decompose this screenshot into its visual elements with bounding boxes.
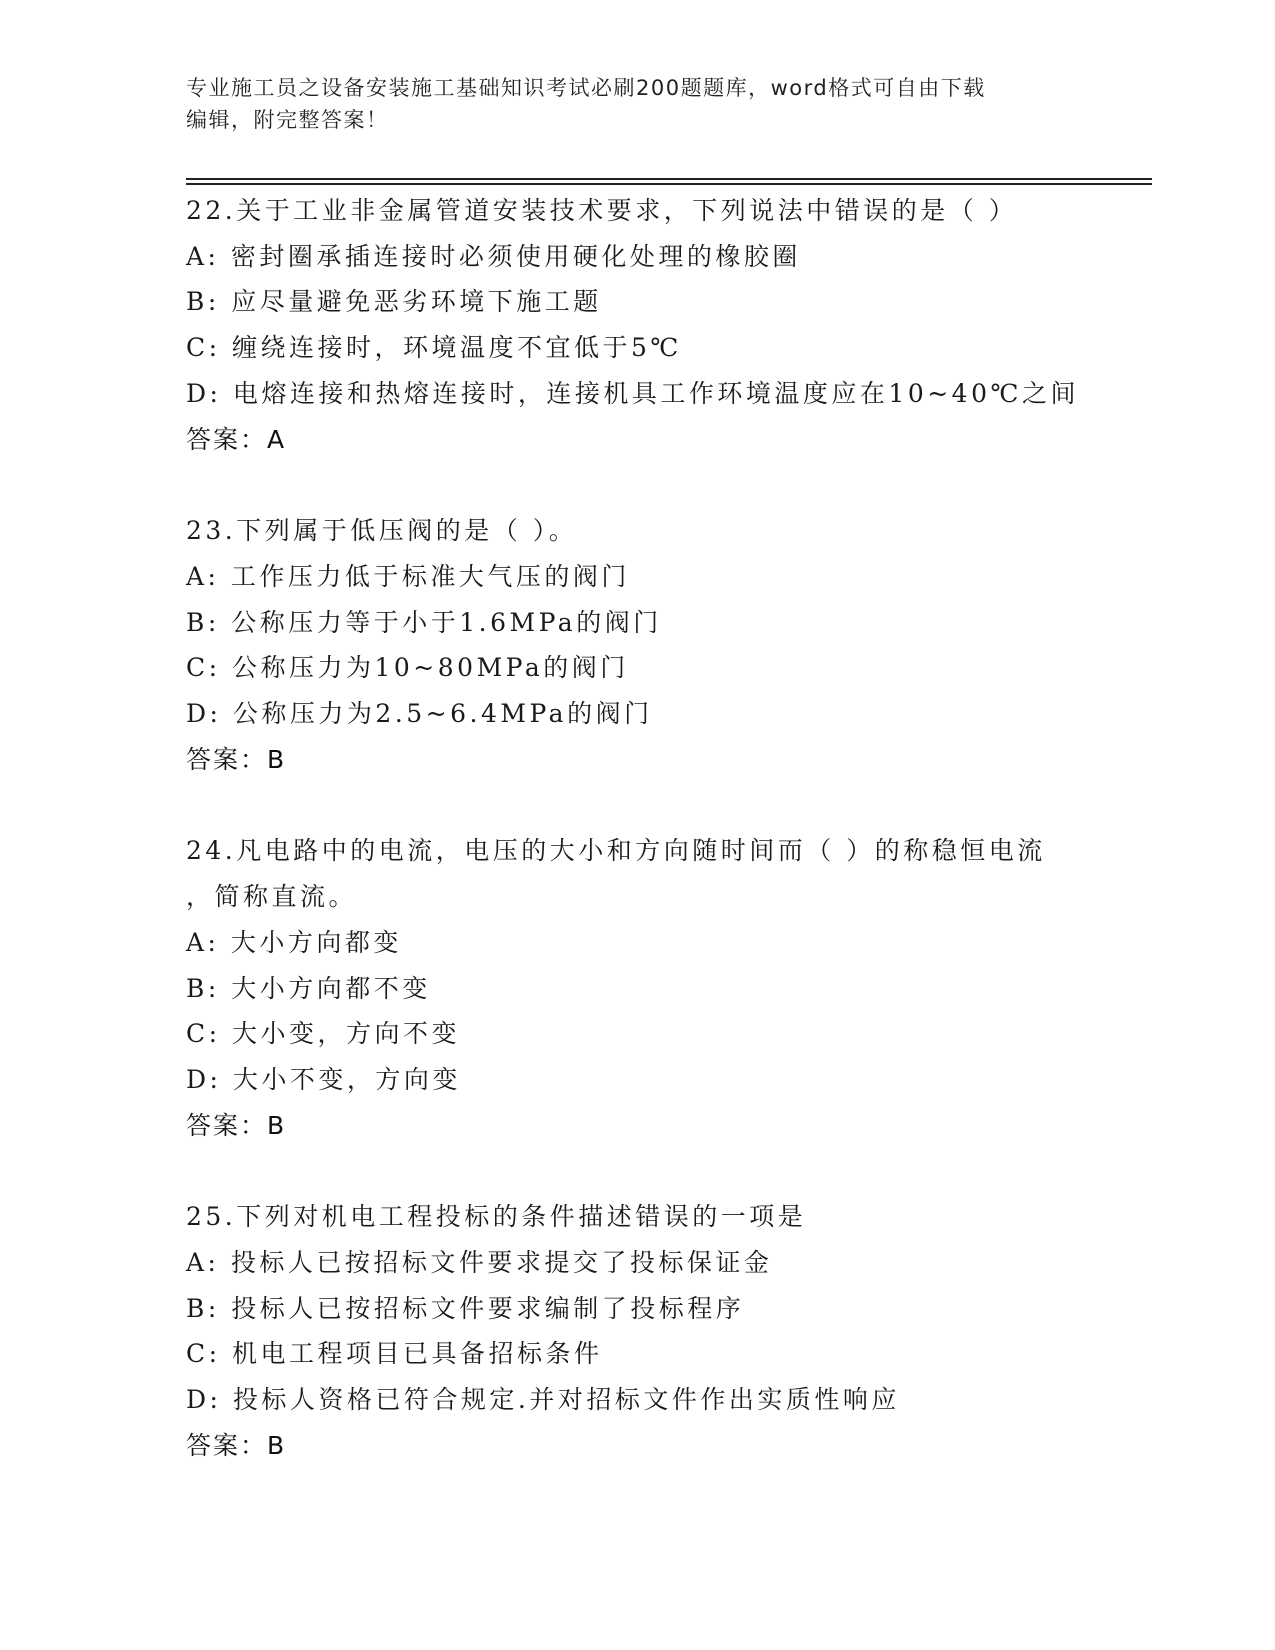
- question-option: C: 大小变，方向不变: [186, 1019, 460, 1049]
- question-list: [186, 188, 1086, 1515]
- header-divider-bottom: [186, 183, 1152, 185]
- question-option: B: 公称压力等于小于1.6MPa的阀门: [186, 607, 662, 637]
- question-option: D: 电熔连接和热熔连接时，连接机具工作环境温度应在10~40℃之间: [186, 378, 1079, 408]
- question-block: [186, 828, 1086, 1148]
- document-header: [186, 72, 1066, 136]
- question-stem: ，简称直流。: [186, 882, 358, 912]
- question-option: B: 大小方向都不变: [186, 973, 431, 1003]
- question-option: A: 投标人已按招标文件要求提交了投标保证金: [186, 1248, 773, 1278]
- question-option: D: 大小不变，方向变: [186, 1064, 461, 1094]
- header-line-2: 编辑，附完整答案！: [186, 108, 389, 132]
- question-stem: 23.下列属于低压阀的是（ ）。: [186, 516, 578, 546]
- question-option: C: 公称压力为10~80MPa的阀门: [186, 653, 629, 683]
- question-answer: 答案：B: [186, 744, 287, 774]
- question-option: A: 工作压力低于标准大气压的阀门: [186, 561, 630, 591]
- question-answer: 答案：B: [186, 1110, 287, 1140]
- question-stem: 24.凡电路中的电流，电压的大小和方向随时间而（ ）的称稳恒电流: [186, 836, 1046, 866]
- question-option: D: 投标人资格已符合规定.并对招标文件作出实质性响应: [186, 1385, 900, 1415]
- question-option: B: 应尽量避免恶劣环境下施工题: [186, 287, 602, 317]
- question-stem: 25.下列对机电工程投标的条件描述错误的一项是: [186, 1202, 807, 1232]
- header-divider-top: [186, 178, 1152, 180]
- question-block: [186, 188, 1086, 462]
- header-line-1: 专业施工员之设备安装施工基础知识考试必刷200题题库，word格式可自由下载: [186, 76, 986, 100]
- question-option: A: 密封圈承插连接时必须使用硬化处理的橡胶圈: [186, 241, 801, 271]
- question-option: C: 机电工程项目已具备招标条件: [186, 1339, 603, 1369]
- question-option: D: 公称压力为2.5~6.4MPa的阀门: [186, 699, 653, 729]
- question-block: [186, 1194, 1086, 1468]
- question-option: A: 大小方向都变: [186, 927, 402, 957]
- question-option: C: 缠绕连接时，环境温度不宜低于5℃: [186, 333, 682, 363]
- question-stem: 22.关于工业非金属管道安装技术要求，下列说法中错误的是（ ）: [186, 196, 1018, 225]
- question-option: B: 投标人已按招标文件要求编制了投标程序: [186, 1293, 745, 1323]
- question-answer: 答案：B: [186, 1430, 287, 1460]
- question-answer: 答案：A: [186, 424, 287, 454]
- question-block: [186, 508, 1086, 782]
